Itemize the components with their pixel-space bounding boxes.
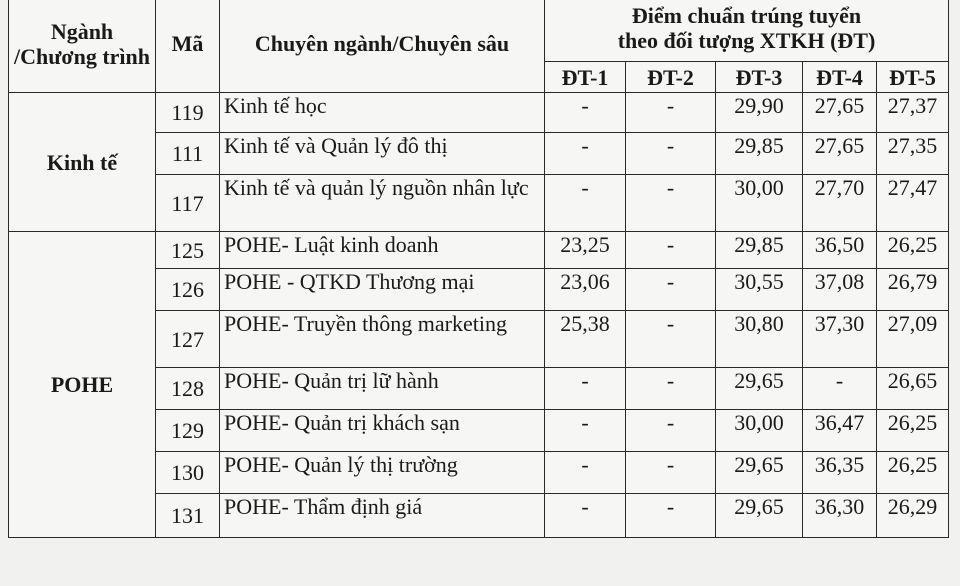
- admission-score-table: [8, 0, 949, 538]
- score-cell-dt-3: 29,90: [716, 93, 803, 133]
- score-cell-dt-1: 25,38: [545, 311, 626, 368]
- ma-cell: 125: [156, 232, 220, 269]
- score-cell-dt-2: -: [626, 368, 716, 410]
- score-cell-dt-2: -: [626, 93, 716, 133]
- score-cell-dt-5: 26,25: [877, 452, 949, 494]
- score-cell-dt-3: 30,00: [716, 410, 803, 452]
- score-cell-dt-4: 36,35: [803, 452, 877, 494]
- score-cell-dt-2: -: [626, 232, 716, 269]
- score-cell-dt-1: -: [545, 452, 626, 494]
- ma-cell: 119: [156, 93, 220, 133]
- ma-cell: 127: [156, 311, 220, 368]
- ma-cell: 126: [156, 269, 220, 311]
- score-cell-dt-5: 26,79: [877, 269, 949, 311]
- header-diem-chuan: [545, 0, 949, 62]
- score-cell-dt-4: 36,30: [803, 494, 877, 538]
- table-row: [9, 232, 949, 269]
- score-cell-dt-1: -: [545, 133, 626, 175]
- score-cell-dt-2: -: [626, 494, 716, 538]
- major-name-cell: POHE- Quản trị khách sạn: [220, 410, 545, 452]
- ma-cell: 117: [156, 175, 220, 232]
- score-cell-dt-1: -: [545, 410, 626, 452]
- score-cell-dt-5: 26,29: [877, 494, 949, 538]
- score-cell-dt-5: 27,09: [877, 311, 949, 368]
- score-cell-dt-5: 27,37: [877, 93, 949, 133]
- group-name-cell: POHE: [9, 232, 156, 538]
- score-cell-dt-1: -: [545, 175, 626, 232]
- score-cell-dt-4: 27,70: [803, 175, 877, 232]
- score-cell-dt-1: -: [545, 494, 626, 538]
- major-name-cell: POHE- Luật kinh doanh: [220, 232, 545, 269]
- major-name-cell: POHE- Truyền thông marketing: [220, 311, 545, 368]
- score-cell-dt-3: 30,55: [716, 269, 803, 311]
- major-name-cell: POHE- Quản trị lữ hành: [220, 368, 545, 410]
- major-name-cell: POHE- Thẩm định giá: [220, 494, 545, 538]
- score-cell-dt-3: 29,85: [716, 133, 803, 175]
- score-cell-dt-4: 27,65: [803, 93, 877, 133]
- score-cell-dt-3: 29,85: [716, 232, 803, 269]
- score-cell-dt-5: 27,47: [877, 175, 949, 232]
- score-cell-dt-4: 37,08: [803, 269, 877, 311]
- score-cell-dt-5: 26,65: [877, 368, 949, 410]
- score-cell-dt-4: -: [803, 368, 877, 410]
- major-name-cell: Kinh tế học: [220, 93, 545, 133]
- header-diem-chuan-line1: Điểm chuẩn trúng tuyển: [631, 3, 862, 28]
- ma-cell: 129: [156, 410, 220, 452]
- ma-cell: 111: [156, 133, 220, 175]
- header-nganh: Ngành /Chương trình: [9, 0, 156, 93]
- header-ma: Mã: [156, 0, 220, 93]
- score-cell-dt-1: -: [545, 93, 626, 133]
- ma-cell: 131: [156, 494, 220, 538]
- score-cell-dt-3: 30,80: [716, 311, 803, 368]
- ma-cell: 130: [156, 452, 220, 494]
- score-cell-dt-5: 27,35: [877, 133, 949, 175]
- score-cell-dt-4: 36,47: [803, 410, 877, 452]
- table-body: [9, 93, 949, 538]
- score-cell-dt-4: 36,50: [803, 232, 877, 269]
- score-cell-dt-2: -: [626, 175, 716, 232]
- score-cell-dt-5: 26,25: [877, 410, 949, 452]
- score-cell-dt-3: 30,00: [716, 175, 803, 232]
- group-name-cell: Kinh tế: [9, 93, 156, 232]
- score-cell-dt-2: -: [626, 452, 716, 494]
- major-name-cell: POHE- Quản lý thị trường: [220, 452, 545, 494]
- header-dt-1: ĐT-1: [545, 62, 626, 93]
- score-cell-dt-4: 27,65: [803, 133, 877, 175]
- table-row: [9, 93, 949, 133]
- score-cell-dt-3: 29,65: [716, 494, 803, 538]
- header-dt-2: ĐT-2: [626, 62, 716, 93]
- score-cell-dt-4: 37,30: [803, 311, 877, 368]
- score-cell-dt-5: 26,25: [877, 232, 949, 269]
- score-cell-dt-3: 29,65: [716, 368, 803, 410]
- header-diem-chuan-line2: theo đối tượng XTKH (ĐT): [617, 28, 876, 53]
- header-chuyen-nganh: Chuyên ngành/Chuyên sâu: [220, 0, 545, 93]
- score-cell-dt-2: -: [626, 311, 716, 368]
- score-cell-dt-1: 23,25: [545, 232, 626, 269]
- score-cell-dt-2: -: [626, 269, 716, 311]
- major-name-cell: Kinh tế và quản lý nguồn nhân lực: [220, 175, 545, 232]
- major-name-cell: Kinh tế và Quản lý đô thị: [220, 133, 545, 175]
- header-row: [9, 0, 949, 62]
- ma-cell: 128: [156, 368, 220, 410]
- header-dt-3: ĐT-3: [716, 62, 803, 93]
- header-dt-5: ĐT-5: [877, 62, 949, 93]
- score-cell-dt-1: 23,06: [545, 269, 626, 311]
- score-cell-dt-1: -: [545, 368, 626, 410]
- score-cell-dt-2: -: [626, 133, 716, 175]
- header-dt-4: ĐT-4: [803, 62, 877, 93]
- major-name-cell: POHE - QTKD Thương mại: [220, 269, 545, 311]
- score-cell-dt-3: 29,65: [716, 452, 803, 494]
- score-cell-dt-2: -: [626, 410, 716, 452]
